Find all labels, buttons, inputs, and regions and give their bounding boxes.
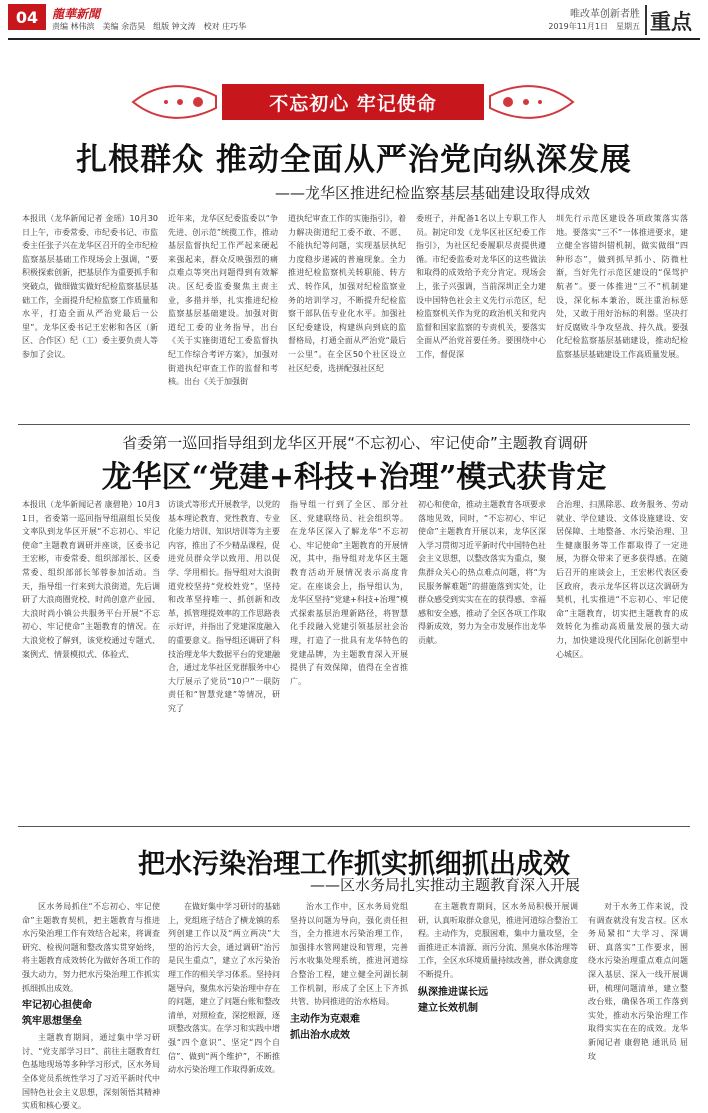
article3-subhead: 筑牢思想堡垒: [22, 1016, 82, 1028]
article3-subtitle: ——区水务局扎实推动主题教育深入开展: [309, 876, 580, 894]
article1-banner: 不忘初心 牢记使命: [222, 84, 484, 120]
article3-column-2: [168, 900, 280, 1075]
article3-subhead: 纵深推进谋长远: [418, 986, 488, 998]
article3-paragraph: 区水务局抓住“不忘初心、牢记使命”主题教育契机，把主题教育与推进水污染治理工作有效结合起来，将调查研究、检视问题和整改落实贯穿始终，将主题教育成效转化为做好各项工作的强大动力，努力把水污染治理工作抓实抓细抓出成效。: [22, 902, 160, 993]
article-separator: [18, 424, 690, 425]
article3-subhead: 牢记初心担使命: [22, 1000, 92, 1012]
article2-title: 龙华区“党建+科技+治理”模式获肯定: [101, 460, 607, 495]
article3-paragraph: 治水工作中，区水务局党组坚持以问题为导向，强化责任担当，全力推进水污染治理工作，加强排水管网建设和管理，完善污水收集处理系统，推进河道综合整治工程，建立健全河湖长制工作机制，形成了全区上下齐抓共管、协同推进的治水格局。: [290, 902, 408, 1007]
article3-subhead: 主动作为克艰难: [290, 1013, 360, 1025]
article3-paragraph: 在做好集中学习研讨的基础上，党组班子结合了横龙镇的系列创建工作以及“两立两决”大型的治污大会，通过调研“治污是民生重点”，建立了水污染治理工作的相关学习体系。坚持问题导向，聚焦水污染治理中存在的问题，建立了问题台账和整改清单，对照检查，深挖根源，逐项整改落实。在学习和实践中增强“四个意识”、坚定“四个自信”、做到“两个维护”，不断推动水污染治理工作取得新成效。: [168, 902, 280, 1075]
article3-title: 把水污染治理工作抓实抓细抓出成效: [138, 849, 570, 880]
slogan: 唯改革创新者胜: [570, 9, 640, 20]
article2-column-2: 访谈式等形式开展教学，以党的基本理论教育、党性教育、专业化能力培训、知识培训等为主要内容，推出了不少精品课程，促进党员群众学以致用、用以促学、学用相长。指导组对大浪街道党校坚持“党校姓党”，坚持和改革坚持唯一、抓创新和改革，抓管理提效率的工作思路表示好评，并指出了党建深度融入的重要意义。指导组还调研了科技治理龙华大数据平台的党建融合，通过龙华社区党群服务中心大厅展示了党员“10户”一联防责任和“智慧党建”等情况，研究了: [168, 500, 280, 713]
article1-column-1: 本报讯（龙华新闻记者 金瑶）10月30日上午，市委常委、市纪委书记、市监委主任张子兴在龙华区召开的全市纪检监察基层基础工作现场会上强调，“要积极探索创新，把基层作为重要抓手和突破点，做细做实做好纪检监察基层基础工作，全面提升纪检监察工作质量和水平，打造全面从严治党最后一公里”。龙华区委书记王宏彬和各区（新区、合作区）纪（工）委主要负责人等参加了会议。: [22, 214, 158, 359]
article3-subhead: 抓出治水成效: [290, 1029, 350, 1041]
article3-column-1: [22, 900, 160, 1111]
article2-column-5: 合治理、扫黑除恶、政务服务、劳动就业、学位建设、文体设施建设、安居保障、土地整备、水污染治理、卫生健康服务等工作都取得了一定进展，为群众带来了更多获得感。在随后召开的座谈会上，王宏彬代表区委区政府，表示龙华区将以这次调研为契机，扎实推进“不忘初心、牢记使命”主题教育，切实把主题教育的成效转化为推动高质量发展的强大动力，加快建设现代化国际化创新型中心城区。: [556, 500, 688, 659]
article3-subhead: 建立长效机制: [418, 1002, 478, 1014]
article1-column-4: 委班子，并配备1名以上专职工作人员。制定印发《龙华区社区纪委工作指引》，为社区纪委履职尽责提供遵循。市纪委监委对龙华区的这些做法和取得的成效给予充分肯定。现场会上，张子兴强调，当前深圳正全力建设中国特色社会主义先行示范区，纪检监察机关作为党的政治机关和党内监督和国家监察的专责机关，要落实全面从严治党首要任务。要围绕中心工作，督促深: [416, 214, 546, 359]
article1-subtitle: ——龙华区推进纪检监察基层基础建设取得成效: [274, 184, 590, 202]
article1-title: 扎根群众 推动全面从严治党向纵深发展: [76, 142, 632, 178]
page-number: 04: [8, 4, 46, 30]
banner-decoration-left-icon: [128, 78, 218, 126]
article1-column-5: 圳先行示范区建设各项政策落实落地。要落实“三不”一体推进要求，建立健全容错纠错机制，做实做细“四种形态”，做到抓早抓小、防微杜渐，当好先行示范区建设的“保驾护航者”。要一体推进“三不”机制建设，深化标本兼治，既注重治标惩处，又敢于用好治标的利器。坚决打好反腐败斗争攻坚战、持久战。要强化纪检监察基层基础建设，推动纪检监察基层基础建设工作高质量发展。: [556, 214, 688, 359]
article3-column-5: [588, 900, 688, 1061]
banner-decoration-right-icon: [488, 78, 578, 126]
issue-date: 2019年11月1日 星期五: [548, 22, 640, 31]
article3-paragraph: 主题教育期间，通过集中学习研讨、“党支部学习日”、前往主题教育红色基地现场等多种学习形式，区水务局全体党员系统性学习了习近平新时代中国特色社会主义思想，深刻领悟其精神实质和核心要义。: [22, 1033, 160, 1111]
article2-kicker: 省委第一巡回指导组到龙华区开展“不忘初心、牢记使命”主题教育调研: [122, 434, 588, 452]
article1-column-3: 道执纪审查工作的实施指引》，着力解决街道纪工委不敢、不愿、不能执纪等问题，实现基层执纪力度稳步递减的普遍现象。全力推进纪检监察机关转职能、转方式、转作风，加强对纪检监察业务的培训学习，不断提升纪检监察干部队伍专业化水平。加强社区纪委建设，构建纵向到底的监督格局，打通全面从严治党“最后一公里”。在全区50个社区设立社区纪委，选拼配强社区纪: [288, 214, 406, 373]
article-separator: [18, 826, 690, 827]
section-title: 重点: [650, 10, 692, 34]
staff-credits: 责编 林伟滨 美编 余浩昊 组版 钟文涛 校对 庄巧华: [52, 22, 247, 31]
newspaper-logo: 龍華新聞: [52, 7, 101, 21]
article2-column-3: 指导组一行到了全区、部分社区、党建联络员、社会组织等。在龙华区深入了解龙华“不忘初心、牢记使命”主题教育的开展情况，其中，指导组对龙华区主题教育活动开展情况表示高度肯定。在座谈会上，指导组认为，龙华区坚持“党建+科技+治理”模式探索基层治理新路径，将智慧化手段融入党建引领基层社会治理，打造了一批具有龙华特色的党建品牌，为主题教育深入开展提供了有效保障，值得在全省推广。: [290, 500, 408, 686]
article2-column-1: 本报讯（龙华新闻记者 康碧艳）10月31日，省委第一巡回指导组副组长吴俊文率队到龙华区开展“不忘初心、牢记使命”主题教育调研并座谈，区委书记王宏彬，市委常委、组织部部长、区委常委、组织部部长邹蓉参加活动。当天，指导组一行来到大浪街道，先后调研了大浪商圈党校、时尚创意产业园、大浪时尚小镇公共服务平台开展“不忘初心、牢记使命”主题教育的情况。在大浪党校了解到，该党校通过专题式、案例式、情景模拟式、体验式、: [22, 500, 160, 659]
header-divider: [645, 5, 647, 35]
article3-paragraph: 在主题教育期间，区水务局积极开展调研，认真听取群众意见，推进河道综合整治工程。主动作为，克服困难，集中力量攻坚，全面推进正本清源、雨污分流、黑臭水体治理等工作，全区水环境质量持续改善，群众满意度不断提升。: [418, 902, 578, 979]
header-rule: [8, 38, 700, 40]
article3-paragraph: 对于水务工作来说，没有调查就没有发言权。区水务局紧扣“大学习、深调研、真落实”工作要求，围绕水污染治理重点难点问题深入基层、深入一线开展调研，梳理问题清单，建立整改台账，确保各项工作落到实处，推动水污染治理工作取得实实在在的成效。龙华新闻记者 康碧艳 通讯员 屈玫: [588, 902, 688, 1061]
article3-column-4: [418, 900, 578, 1052]
article1-column-2: 近年来，龙华区纪委监委以“争先进、创示范”统揽工作，推动基层监督执纪工作严起来硬起来强起来，群众反映强烈的痛点难点等突出问题得到有效解决。区纪委监委聚焦主责主业，多措并举，扎实推进纪检监察基层基础建设。加强对街道纪工委的业务指导，出台《关于实施街道纪工委监督执纪工作综合考评方案》，加强对街道执纪审查工作的监督和考核。出台《关于加强街: [168, 214, 278, 387]
article2-column-4: 初心和使命，推动主题教育各项要求落地见效，同时，“不忘初心、牢记使命”主题教育开展以来，龙华区深入学习贯彻习近平新时代中国特色社会主义思想，以整改落实为重点，聚焦群众关心的热点难点问题，将“为民服务解难题”的措施落到实处，让群众感受到实实在在的获得感、幸福感和安全感，推动了全区各项工作取得新成效，努力为全市发展作出龙华贡献。: [418, 500, 546, 645]
article3-column-3: [290, 900, 408, 1052]
